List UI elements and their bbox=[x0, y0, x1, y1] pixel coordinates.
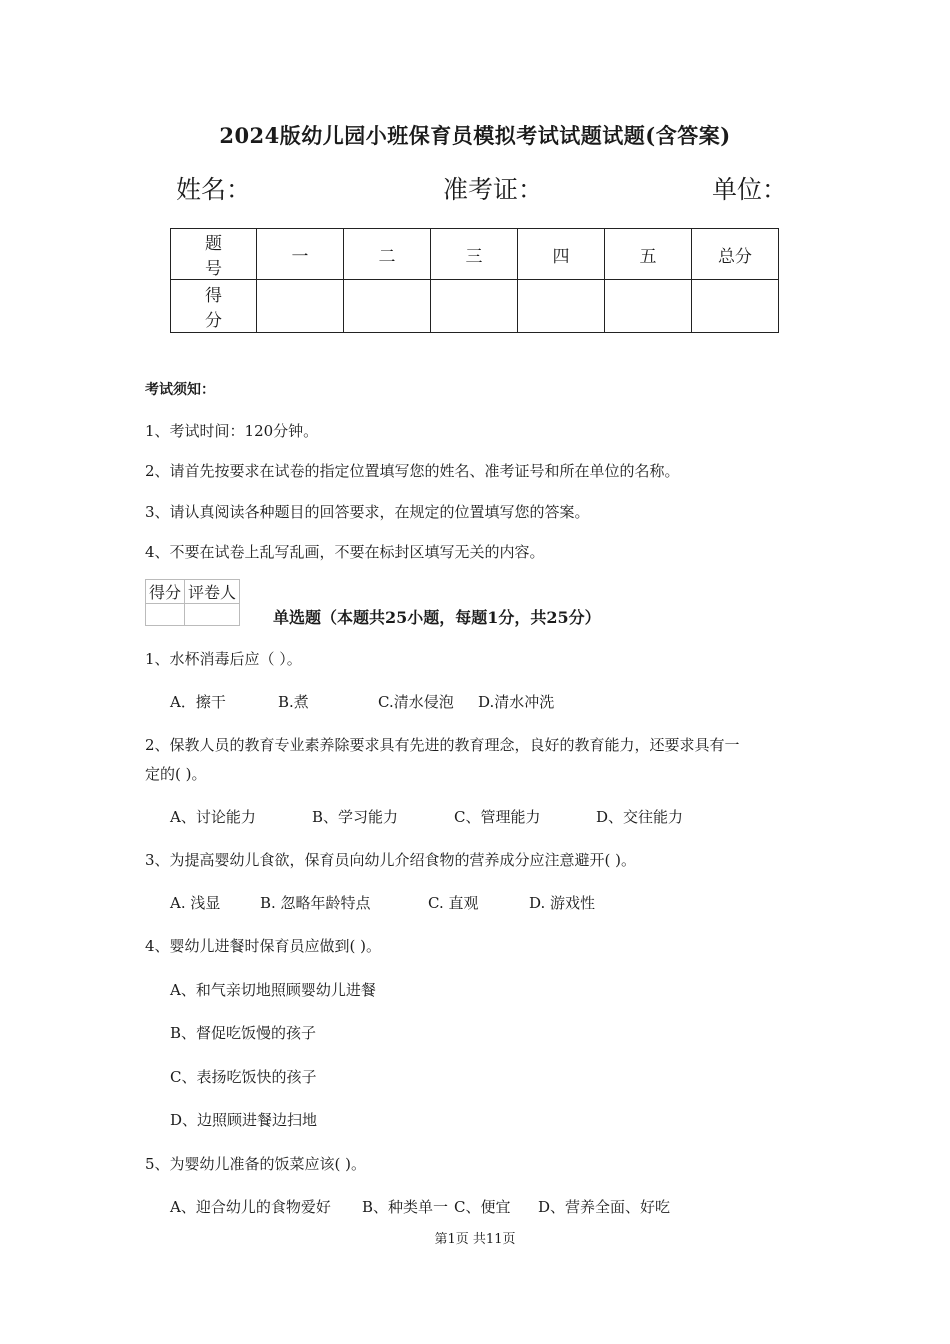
notice-item: 1、考试时间：120分钟。 bbox=[145, 422, 319, 440]
option[interactable]: B、种类单一 bbox=[362, 1198, 449, 1216]
option[interactable]: A、迎合幼儿的食物爱好 bbox=[170, 1198, 331, 1216]
option[interactable]: C. 直观 bbox=[428, 894, 479, 912]
option[interactable]: B、学习能力 bbox=[312, 808, 399, 826]
option[interactable]: D.清水冲洗 bbox=[478, 693, 555, 711]
score-table-cell: 五 bbox=[605, 229, 692, 280]
option[interactable]: A、和气亲切地照顾婴幼儿进餐 bbox=[170, 981, 376, 999]
unit-label: 单位： bbox=[712, 175, 788, 204]
option[interactable]: A、讨论能力 bbox=[170, 808, 256, 826]
option[interactable]: C、便宜 bbox=[454, 1198, 511, 1216]
score-table-cell: 二 bbox=[344, 229, 431, 280]
option[interactable]: C.清水侵泡 bbox=[378, 693, 454, 711]
score-input-cell[interactable] bbox=[692, 280, 779, 333]
score-table-cell: 四 bbox=[518, 229, 605, 280]
option-row bbox=[170, 806, 683, 827]
score-input-cell[interactable] bbox=[344, 280, 431, 333]
score-table-cell: 题 号 bbox=[171, 229, 257, 280]
exam-id-label: 准考证： bbox=[443, 175, 544, 204]
score-table-cell: 得 分 bbox=[171, 280, 257, 333]
question-text: 2、保教人员的教育专业素养除要求具有先进的教育理念，良好的教育能力，还要求具有一 bbox=[145, 736, 740, 754]
option[interactable]: A．擦干 bbox=[170, 693, 226, 711]
option-row bbox=[170, 691, 554, 712]
option[interactable]: C、表扬吃饭快的孩子 bbox=[170, 1068, 317, 1086]
option[interactable]: B、督促吃饭慢的孩子 bbox=[170, 1024, 317, 1042]
option[interactable]: D. 游戏性 bbox=[529, 894, 596, 912]
notice-heading: 考试须知： bbox=[145, 382, 215, 398]
section-title: 单选题（本题共25小题，每题1分，共25分） bbox=[273, 608, 601, 627]
notice-item: 3、请认真阅读各种题目的回答要求，在规定的位置填写您的答案。 bbox=[145, 503, 590, 521]
document-title: 2024版幼儿园小班保育员模拟考试试题试题(含答案) bbox=[219, 123, 731, 148]
score-table-cell: 三 bbox=[431, 229, 518, 280]
option[interactable]: D、营养全面、好吃 bbox=[538, 1198, 671, 1216]
option-row bbox=[170, 892, 595, 913]
name-label: 姓名： bbox=[176, 175, 252, 204]
score-table-header-row bbox=[171, 229, 779, 280]
grader-name-label: 评卷人 bbox=[185, 580, 240, 604]
option[interactable]: D、交往能力 bbox=[596, 808, 684, 826]
score-input-cell[interactable] bbox=[431, 280, 518, 333]
notice-item: 4、不要在试卷上乱写乱画，不要在标封区填写无关的内容。 bbox=[145, 543, 545, 561]
score-input-cell[interactable] bbox=[605, 280, 692, 333]
question-text: 定的( )。 bbox=[145, 765, 207, 783]
option[interactable]: B.煮 bbox=[278, 693, 309, 711]
score-table-score-row bbox=[171, 280, 779, 333]
grader-box bbox=[145, 579, 240, 626]
option-row bbox=[170, 1196, 670, 1217]
option[interactable]: B. 忽略年龄特点 bbox=[260, 894, 371, 912]
score-input-cell[interactable] bbox=[257, 280, 344, 333]
question-text: 3、为提高婴幼儿食欲，保育员向幼儿介绍食物的营养成分应注意避开( )。 bbox=[145, 851, 637, 869]
grader-score-label: 得分 bbox=[146, 580, 185, 604]
grader-name-cell[interactable] bbox=[185, 604, 240, 626]
score-table bbox=[170, 228, 779, 333]
question-text: 5、为婴幼儿准备的饭菜应该( )。 bbox=[145, 1155, 367, 1173]
question-text: 4、婴幼儿进餐时保育员应做到( )。 bbox=[145, 937, 382, 955]
page-footer: 第1页 共11页 bbox=[434, 1232, 516, 1247]
notice-item: 2、请首先按要求在试卷的指定位置填写您的姓名、准考证号和所在单位的名称。 bbox=[145, 462, 680, 480]
score-input-cell[interactable] bbox=[518, 280, 605, 333]
grader-score-cell[interactable] bbox=[146, 604, 185, 626]
option[interactable]: D、边照顾进餐边扫地 bbox=[170, 1111, 318, 1129]
option[interactable]: A. 浅显 bbox=[170, 894, 221, 912]
option[interactable]: C、管理能力 bbox=[454, 808, 541, 826]
score-table-cell: 一 bbox=[257, 229, 344, 280]
question-text: 1、水杯消毒后应（ ）。 bbox=[145, 650, 302, 668]
score-table-cell: 总分 bbox=[692, 229, 779, 280]
